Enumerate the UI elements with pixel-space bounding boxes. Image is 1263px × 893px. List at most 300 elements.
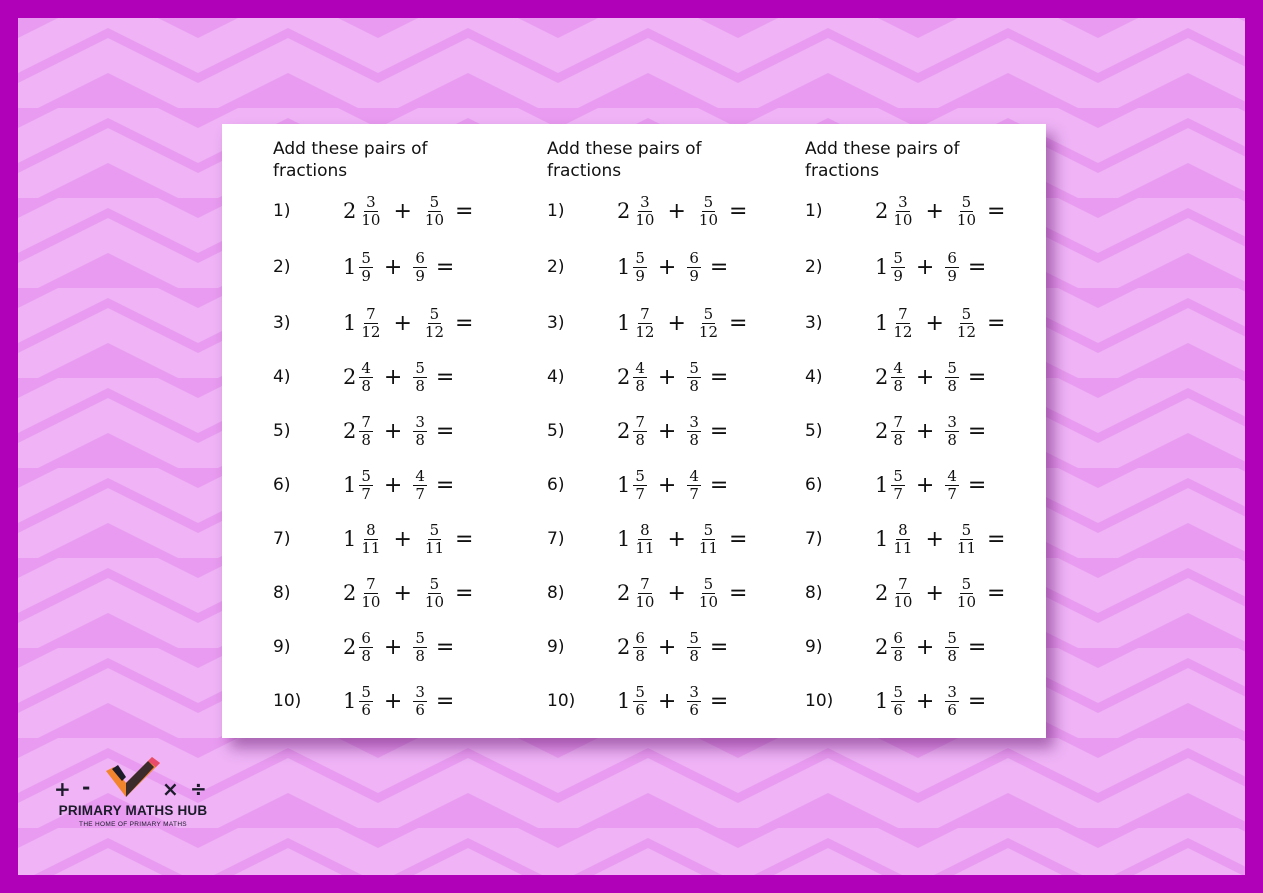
numerator: 5 [689, 628, 699, 647]
denominator: 8 [893, 376, 903, 395]
equals-operator: = [709, 418, 729, 444]
denominator: 8 [635, 430, 645, 449]
denominator: 10 [424, 592, 444, 611]
denominator: 10 [893, 592, 913, 611]
denominator: 10 [361, 592, 381, 611]
denominator: 6 [415, 700, 425, 719]
plus-operator: + [383, 472, 403, 498]
fraction [413, 468, 427, 503]
denominator: 10 [361, 210, 381, 229]
numerator: 7 [635, 412, 645, 431]
fraction [891, 194, 914, 229]
fraction [687, 684, 701, 719]
numerator: 3 [689, 682, 699, 701]
plus-operator: + [383, 364, 403, 390]
fraction [697, 576, 720, 611]
numerator: 3 [898, 192, 908, 211]
denominator: 8 [893, 430, 903, 449]
fraction [891, 306, 914, 341]
numerator: 5 [961, 520, 972, 539]
denominator: 8 [947, 646, 957, 665]
numerator: 5 [703, 574, 714, 593]
problem-number: 4) [547, 367, 565, 387]
problem-number: 7) [547, 529, 565, 549]
denominator: 11 [893, 538, 913, 557]
problem-number: 2) [547, 257, 565, 277]
problem-row [547, 186, 747, 236]
equals-operator: = [987, 580, 1006, 606]
numerator: 7 [898, 304, 908, 323]
problem-number: 9) [273, 637, 291, 657]
equals-operator: = [987, 198, 1006, 224]
numerator: 5 [415, 628, 425, 647]
fraction [697, 194, 720, 229]
fraction [891, 468, 905, 503]
fraction-expression [343, 306, 473, 341]
plus-operator: + [667, 198, 686, 224]
worksheet-column [805, 138, 1006, 719]
plus-operator: + [657, 688, 677, 714]
numerator: 5 [961, 304, 972, 323]
problem-number: 4) [805, 367, 823, 387]
problem-number: 10) [547, 691, 576, 711]
fraction-expression [343, 414, 454, 449]
plus-operator: + [925, 526, 944, 552]
numerator: 5 [415, 358, 425, 377]
fraction [945, 414, 959, 449]
numerator: 5 [635, 466, 645, 485]
problem-row [273, 186, 473, 236]
denominator: 8 [635, 376, 645, 395]
fraction [633, 306, 656, 341]
plus-operator: + [667, 580, 686, 606]
problem-row [547, 460, 728, 510]
numerator: 7 [366, 574, 376, 593]
whole-number: 1 [343, 255, 357, 279]
fraction-expression [875, 522, 1005, 557]
numerator: 7 [361, 412, 371, 431]
numerator: 6 [893, 628, 903, 647]
plus-operator: + [657, 418, 677, 444]
problem-row [805, 622, 986, 672]
equals-operator: = [709, 688, 729, 714]
fraction [633, 576, 656, 611]
equals-operator: = [455, 526, 474, 552]
problem-row [805, 514, 1005, 564]
equals-operator: = [435, 418, 455, 444]
fraction [359, 306, 382, 341]
numerator: 5 [961, 192, 972, 211]
plus-operator: + [383, 418, 403, 444]
whole-number: 2 [343, 365, 357, 389]
numerator: 3 [689, 412, 699, 431]
fraction-expression [617, 250, 728, 285]
fraction [359, 630, 373, 665]
problem-number: 6) [547, 475, 565, 495]
fraction-expression [617, 194, 747, 229]
problem-row [273, 406, 454, 456]
denominator: 10 [893, 210, 913, 229]
equals-operator: = [435, 364, 455, 390]
denominator: 12 [893, 322, 913, 341]
numerator: 6 [635, 628, 645, 647]
numerator: 5 [893, 466, 903, 485]
denominator: 8 [689, 430, 699, 449]
numerator: 5 [429, 192, 440, 211]
numerator: 4 [893, 358, 903, 377]
fraction [413, 630, 427, 665]
fraction [359, 576, 382, 611]
whole-number: 1 [343, 473, 357, 497]
denominator: 7 [689, 484, 699, 503]
numerator: 5 [703, 192, 714, 211]
denominator: 12 [956, 322, 976, 341]
equals-operator: = [967, 634, 987, 660]
fraction-expression [617, 360, 728, 395]
fraction-expression [875, 630, 986, 665]
problem-number: 4) [273, 367, 291, 387]
plus-operator: + [383, 634, 403, 660]
denominator: 9 [689, 266, 699, 285]
denominator: 12 [361, 322, 381, 341]
problem-row [547, 514, 747, 564]
fraction [633, 360, 647, 395]
fraction [423, 576, 446, 611]
fraction [413, 414, 427, 449]
numerator: 4 [635, 358, 645, 377]
whole-number: 2 [617, 365, 631, 389]
problem-number: 1) [547, 201, 565, 221]
denominator: 8 [893, 646, 903, 665]
plus-operator: + [915, 688, 935, 714]
fraction-expression [875, 250, 986, 285]
fraction [697, 522, 720, 557]
problem-number: 2) [273, 257, 291, 277]
denominator: 10 [956, 592, 976, 611]
problem-number: 3) [547, 313, 565, 333]
plus-operator: + [393, 580, 412, 606]
fraction [359, 250, 373, 285]
numerator: 4 [415, 466, 425, 485]
equals-operator: = [729, 198, 748, 224]
denominator: 11 [361, 538, 381, 557]
denominator: 12 [424, 322, 444, 341]
denominator: 8 [361, 376, 371, 395]
fraction-expression [875, 414, 986, 449]
whole-number: 2 [343, 581, 357, 605]
fraction [955, 306, 978, 341]
fraction-expression [343, 522, 473, 557]
plus-symbol: + [54, 777, 71, 801]
whole-number: 2 [343, 635, 357, 659]
plus-operator: + [925, 310, 944, 336]
numerator: 5 [893, 682, 903, 701]
logo-tagline: THE HOME OF PRIMARY MATHS [79, 821, 187, 828]
plus-operator: + [393, 310, 412, 336]
fraction [687, 250, 701, 285]
fraction [359, 468, 373, 503]
equals-operator: = [967, 418, 987, 444]
problem-row [547, 352, 728, 402]
primary-maths-hub-logo [44, 755, 224, 835]
problem-row [547, 298, 747, 348]
equals-operator: = [967, 364, 987, 390]
equals-operator: = [987, 310, 1006, 336]
denominator: 8 [689, 376, 699, 395]
whole-number: 1 [343, 527, 357, 551]
plus-operator: + [925, 198, 944, 224]
fraction [633, 522, 656, 557]
numerator: 4 [361, 358, 371, 377]
fraction [945, 360, 959, 395]
fraction [945, 684, 959, 719]
numerator: 6 [689, 248, 699, 267]
fraction [413, 250, 427, 285]
fraction-expression [875, 194, 1005, 229]
problem-row [805, 298, 1005, 348]
numerator: 4 [947, 466, 957, 485]
logo-name: PRIMARY MATHS HUB [58, 803, 208, 818]
denominator: 10 [698, 592, 718, 611]
problem-number: 3) [805, 313, 823, 333]
equals-operator: = [709, 472, 729, 498]
equals-operator: = [729, 526, 748, 552]
fraction-expression [343, 684, 454, 719]
equals-operator: = [435, 688, 455, 714]
denominator: 10 [424, 210, 444, 229]
problem-row [805, 352, 986, 402]
denominator: 6 [635, 700, 645, 719]
whole-number: 1 [617, 311, 631, 335]
denominator: 10 [956, 210, 976, 229]
fraction [423, 194, 446, 229]
equals-operator: = [967, 472, 987, 498]
whole-number: 1 [875, 255, 889, 279]
numerator: 5 [429, 520, 440, 539]
column-title: Add these pairs of fractions [273, 139, 428, 181]
whole-number: 2 [617, 635, 631, 659]
numerator: 6 [361, 628, 371, 647]
column-title: Add these pairs of fractions [547, 139, 702, 181]
problem-row [547, 568, 747, 618]
numerator: 3 [640, 192, 650, 211]
problem-number: 8) [273, 583, 291, 603]
fraction [697, 306, 720, 341]
minus-symbol: - [82, 775, 91, 799]
whole-number: 1 [617, 689, 631, 713]
problem-number: 5) [273, 421, 291, 441]
numerator: 4 [689, 466, 699, 485]
problem-row [273, 352, 454, 402]
denominator: 8 [947, 430, 957, 449]
numerator: 5 [703, 304, 714, 323]
numerator: 7 [640, 304, 650, 323]
whole-number: 1 [875, 689, 889, 713]
equals-operator: = [987, 526, 1006, 552]
plus-operator: + [915, 472, 935, 498]
plus-operator: + [383, 254, 403, 280]
problem-number: 8) [805, 583, 823, 603]
fraction [687, 360, 701, 395]
whole-number: 2 [617, 581, 631, 605]
numerator: 7 [640, 574, 650, 593]
fraction [945, 250, 959, 285]
denominator: 9 [361, 266, 371, 285]
whole-number: 1 [875, 473, 889, 497]
denominator: 10 [635, 210, 655, 229]
problem-row [273, 568, 473, 618]
equals-operator: = [709, 254, 729, 280]
fraction-expression [343, 576, 473, 611]
fraction [891, 414, 905, 449]
numerator: 8 [366, 520, 376, 539]
equals-operator: = [455, 580, 474, 606]
plus-operator: + [393, 526, 412, 552]
fraction-expression [343, 468, 454, 503]
fraction [633, 684, 647, 719]
fraction [891, 250, 905, 285]
equals-operator: = [967, 254, 987, 280]
denominator: 9 [635, 266, 645, 285]
fraction [945, 630, 959, 665]
fraction [955, 194, 978, 229]
problem-number: 1) [273, 201, 291, 221]
numerator: 3 [415, 682, 425, 701]
denominator: 11 [635, 538, 655, 557]
problem-row [273, 460, 454, 510]
equals-operator: = [709, 634, 729, 660]
fraction [891, 360, 905, 395]
numerator: 5 [635, 682, 645, 701]
fraction-expression [875, 468, 986, 503]
numerator: 8 [640, 520, 650, 539]
problem-number: 5) [547, 421, 565, 441]
denominator: 8 [415, 376, 425, 395]
problem-row [273, 622, 454, 672]
numerator: 3 [366, 192, 376, 211]
numerator: 3 [947, 412, 957, 431]
whole-number: 2 [875, 199, 889, 223]
fraction [359, 360, 373, 395]
problem-number: 8) [547, 583, 565, 603]
denominator: 8 [361, 430, 371, 449]
plus-operator: + [667, 526, 686, 552]
fraction [633, 250, 647, 285]
problem-row [805, 242, 986, 292]
problem-number: 10) [273, 691, 302, 711]
numerator: 3 [947, 682, 957, 701]
fraction [891, 522, 914, 557]
problem-number: 6) [273, 475, 291, 495]
whole-number: 2 [343, 419, 357, 443]
problem-row [805, 186, 1005, 236]
fraction [687, 414, 701, 449]
fraction [891, 576, 914, 611]
equals-operator: = [729, 580, 748, 606]
numerator: 7 [898, 574, 908, 593]
whole-number: 2 [875, 581, 889, 605]
plus-operator: + [925, 580, 944, 606]
fraction [945, 468, 959, 503]
denominator: 10 [635, 592, 655, 611]
denominator: 7 [415, 484, 425, 503]
numerator: 6 [415, 248, 425, 267]
denominator: 8 [635, 646, 645, 665]
column-title: Add these pairs of fractions [805, 139, 960, 181]
problem-number: 3) [273, 313, 291, 333]
whole-number: 2 [875, 365, 889, 389]
denominator: 6 [361, 700, 371, 719]
denominator: 7 [361, 484, 371, 503]
whole-number: 1 [343, 689, 357, 713]
problem-number: 7) [805, 529, 823, 549]
fraction [633, 194, 656, 229]
numerator: 5 [635, 248, 645, 267]
denominator: 11 [956, 538, 976, 557]
problem-row [273, 298, 473, 348]
fraction-expression [617, 630, 728, 665]
denominator: 7 [893, 484, 903, 503]
numerator: 7 [366, 304, 376, 323]
numerator: 5 [961, 574, 972, 593]
denominator: 8 [689, 646, 699, 665]
numerator: 5 [947, 358, 957, 377]
fraction [891, 684, 905, 719]
denominator: 12 [635, 322, 655, 341]
numerator: 5 [947, 628, 957, 647]
worksheet-column [273, 138, 474, 719]
equals-operator: = [967, 688, 987, 714]
numerator: 5 [361, 248, 371, 267]
denominator: 6 [689, 700, 699, 719]
denominator: 8 [415, 430, 425, 449]
fraction-expression [875, 306, 1005, 341]
problem-row [273, 514, 473, 564]
problem-row [273, 242, 454, 292]
problem-row [547, 406, 728, 456]
denominator: 11 [698, 538, 718, 557]
numerator: 6 [947, 248, 957, 267]
plus-operator: + [657, 472, 677, 498]
problem-row [547, 242, 728, 292]
problem-number: 9) [805, 637, 823, 657]
fraction-expression [343, 360, 454, 395]
problem-row [547, 622, 728, 672]
numerator: 5 [689, 358, 699, 377]
plus-operator: + [393, 198, 412, 224]
numerator: 5 [429, 574, 440, 593]
denominator: 9 [893, 266, 903, 285]
numerator: 8 [898, 520, 908, 539]
denominator: 8 [415, 646, 425, 665]
fraction [413, 360, 427, 395]
fraction [687, 630, 701, 665]
numerator: 5 [893, 248, 903, 267]
fraction [359, 194, 382, 229]
fraction-expression [617, 684, 728, 719]
fraction-expression [343, 194, 473, 229]
plus-operator: + [657, 364, 677, 390]
whole-number: 1 [343, 311, 357, 335]
checkmark-pencil-icon [104, 755, 166, 803]
problem-row [547, 676, 728, 726]
whole-number: 2 [875, 635, 889, 659]
problem-number: 7) [273, 529, 291, 549]
fraction-expression [617, 414, 728, 449]
whole-number: 2 [343, 199, 357, 223]
whole-number: 1 [617, 473, 631, 497]
whole-number: 1 [617, 527, 631, 551]
